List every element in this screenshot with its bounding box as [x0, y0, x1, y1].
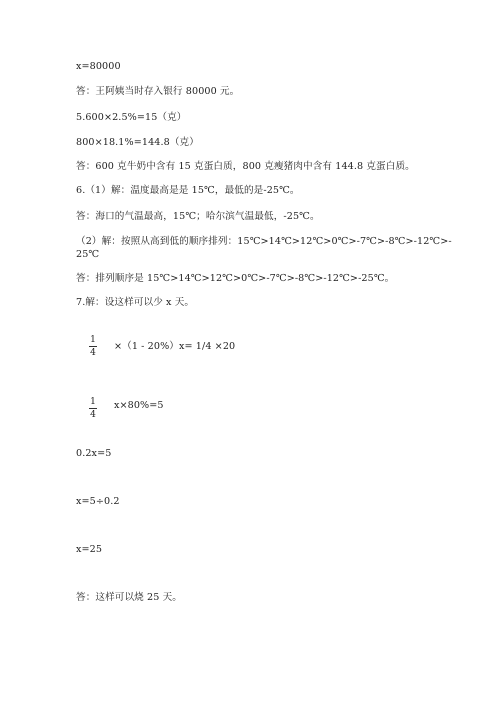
solution-line-x-80000: x=80000 — [76, 61, 121, 72]
problem-6-part-2: （2）解：按照从高到低的顺序排列：15℃>14℃>12℃>0℃>-7℃>-8℃>-12℃>- — [76, 236, 452, 247]
problem-6-part-2-continued: 25℃ — [76, 249, 100, 260]
equation-1: ×（1 - 20%）x= 1/4 ×20 — [114, 341, 236, 352]
answer-line-days: 答：这样可以烧 25 天。 — [76, 592, 182, 603]
fraction-numerator: 1 — [90, 397, 96, 407]
problem-7-setup: 7.解：设这样可以少 x 天。 — [76, 297, 195, 308]
answer-line-protein: 答：600 克牛奶中含有 15 克蛋白质，800 克瘦猪肉中含有 144.8 克蛋白质。 — [76, 161, 415, 172]
problem-5-pork-calc: 800×18.1%=144.8（克） — [76, 137, 199, 148]
equation-4: x=5÷0.2 — [76, 496, 120, 507]
fraction-numerator: 1 — [90, 335, 96, 345]
fraction-denominator: 4 — [90, 410, 96, 420]
equation-2: x×80%=5 — [114, 400, 164, 411]
answer-line-deposit: 答：王阿姨当时存入银行 80000 元。 — [76, 86, 240, 97]
answer-line-temperature: 答：海口的气温最高，15℃；哈尔滨气温最低，-25℃。 — [76, 211, 320, 222]
fraction-bar — [89, 408, 97, 409]
equation-5: x=25 — [76, 544, 103, 555]
problem-5-milk-calc: 5.600×2.5%=15（克） — [76, 112, 187, 123]
answer-line-order: 答：排列顺序是 15℃>14℃>12℃>0℃>-7℃>-8℃>-12℃>-25℃。 — [76, 273, 395, 284]
problem-6-part-1: 6.（1）解：温度最高是是 15℃，最低的是-25℃。 — [76, 185, 300, 196]
fraction-one-quarter — [89, 397, 97, 420]
equation-3: 0.2x=5 — [76, 448, 112, 459]
fraction-bar — [89, 346, 97, 347]
fraction-denominator: 4 — [90, 348, 96, 358]
fraction-one-quarter — [89, 335, 97, 358]
